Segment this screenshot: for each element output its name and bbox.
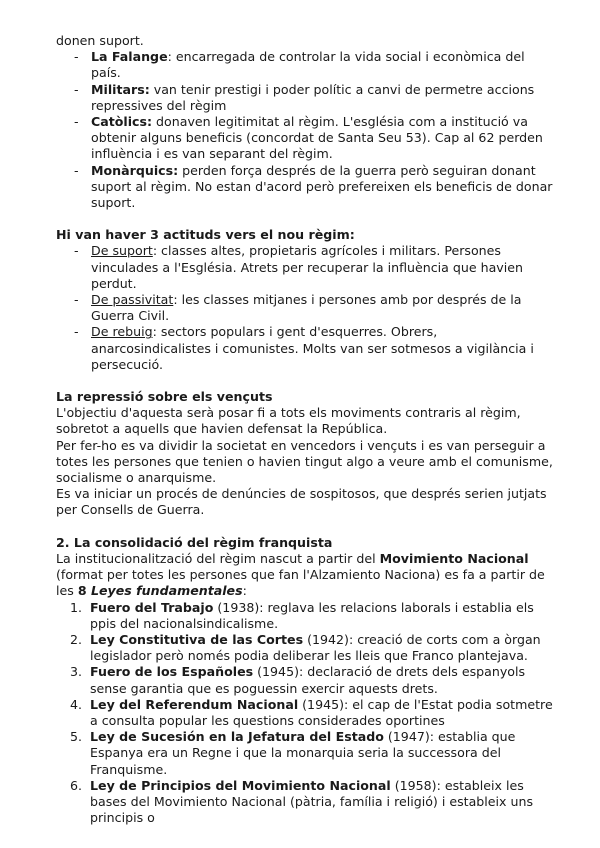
list-item (56, 243, 554, 292)
intro-text: (format per totes les persones que fan l'Alzamiento Naciona) es fa a partir de les (56, 567, 545, 599)
group-text: perden força després de la guerra però seguiran donant suport al règim. No estan d'acord però prefereixen els beneficis de donar suport. (91, 162, 553, 211)
attitude-term: De suport (91, 243, 153, 259)
list-item (56, 324, 554, 373)
intro-bold: Movimiento Nacional (379, 550, 529, 566)
group-text: donaven legitimitat al règim. L'església com a institució va obtenir alguns beneficis (concordat de Santa Seu 53). Cap al 62 perden influència i es van separant del règim. (91, 114, 543, 162)
law-number: 3. (70, 664, 83, 680)
group-term: La Falange (91, 49, 168, 65)
law-name: Ley del Referendum Nacional (90, 696, 299, 712)
repression-heading: La repressió sobre els vençuts (56, 389, 273, 405)
law-text: (1958): estableix les bases del Movimiento Nacional (pàtria, família i religió) i estableix uns principis o (90, 777, 534, 826)
document-content (56, 33, 554, 826)
continuation-line: donen suport. (56, 33, 144, 48)
law-name: Ley de Principios del Movimiento Nacional (90, 777, 391, 793)
law-number: 5. (70, 729, 83, 745)
law-number: 6. (70, 777, 83, 793)
fundamental-laws-list (56, 600, 554, 827)
attitude-text: : classes altes, propietaris agrícoles i militars. Persones vinculades a l'Església. Atrets per recuperar la influència que havien perdut. (91, 243, 523, 291)
list-item (56, 49, 554, 81)
list-item (56, 778, 554, 827)
group-term: Monàrquics: (91, 162, 179, 178)
list-item (56, 729, 554, 778)
attitude-text: : sectors populars i gent d'esquerres. Obrers, anarcosindicalistes i comunistes. Molts van ser sotmesos a vigilància i persecució. (91, 324, 534, 372)
list-item (56, 292, 554, 324)
law-name: Fuero del Trabajo (90, 599, 214, 615)
repression-paragraph: L'objectiu d'aquesta serà posar fi a tots els moviments contraris al règim, sobretot a aquells que havien defensat la República. (56, 405, 521, 437)
list-item (56, 632, 554, 664)
list-item (56, 163, 554, 212)
law-text: (1947): establia que Espanya era un Regne i que la monarquia seria la successora del Franquisme. (90, 729, 516, 777)
list-item (56, 82, 554, 114)
repression-paragraph: Per fer-ho es va dividir la societat en vencedors i vençuts i es van perseguir a totes les persones que tenien o havien tingut algo a veure amb el comunisme, socialisme o anarquisme. (56, 437, 553, 486)
law-text: (1945): el cap de l'Estat podia sotmetre a consulta popular les questions considerades oportines (90, 696, 553, 728)
law-text: (1942): creació de corts com a òrgan legislador però només podia deliberar les lleis que Franco plantejava. (90, 631, 541, 664)
list-item (56, 114, 554, 163)
intro-italic: Leyes fundamentales (90, 583, 243, 599)
law-name: Fuero de los Españoles (90, 664, 254, 680)
group-sep: : (167, 49, 172, 65)
attitude-text: : les classes mitjanes i persones amb por després de la Guerra Civil. (91, 292, 522, 324)
intro-text: La institucionalització del règim nascut a partir del (56, 550, 380, 566)
law-name: Ley de Sucesión en la Jefatura del Estado (90, 729, 384, 745)
attitude-term: De rebuig (91, 324, 153, 340)
group-text: encarregada de controlar la vida social i econòmica del país. (91, 49, 525, 81)
attitudes-heading: Hi van haver 3 actituds vers el nou règim: (56, 227, 355, 243)
law-name: Ley Constitutiva de las Cortes (90, 631, 304, 647)
law-number: 1. (70, 599, 83, 615)
section-heading: 2. La consolidació del règim franquista (56, 534, 333, 550)
list-item (56, 600, 554, 632)
attitudes-list (56, 243, 554, 373)
consolidation-intro (56, 551, 554, 600)
attitude-term: De passivitat (91, 292, 174, 308)
group-term: Catòlics: (91, 114, 153, 130)
law-number: 4. (70, 696, 83, 712)
intro-number: 8 (77, 583, 91, 599)
intro-text: : (242, 583, 247, 599)
law-number: 2. (70, 631, 83, 647)
group-text: van tenir prestigi i poder polític a canvi de permetre accions repressives del règim (91, 81, 535, 113)
law-text: (1945): declaració de drets dels espanyols sense garantia que es poguessin exercir aquests drets. (90, 664, 526, 696)
support-groups-list (56, 49, 554, 211)
list-item (56, 664, 554, 696)
group-term: Militars: (91, 81, 150, 97)
law-text: (1938): reglava les relacions laborals i establia els ppis del nacionalsindicalisme. (90, 599, 534, 631)
repression-paragraph: Es va iniciar un procés de denúncies de sospitosos, que després serien jutjats per Consells de Guerra. (56, 486, 547, 518)
list-item (56, 697, 554, 729)
